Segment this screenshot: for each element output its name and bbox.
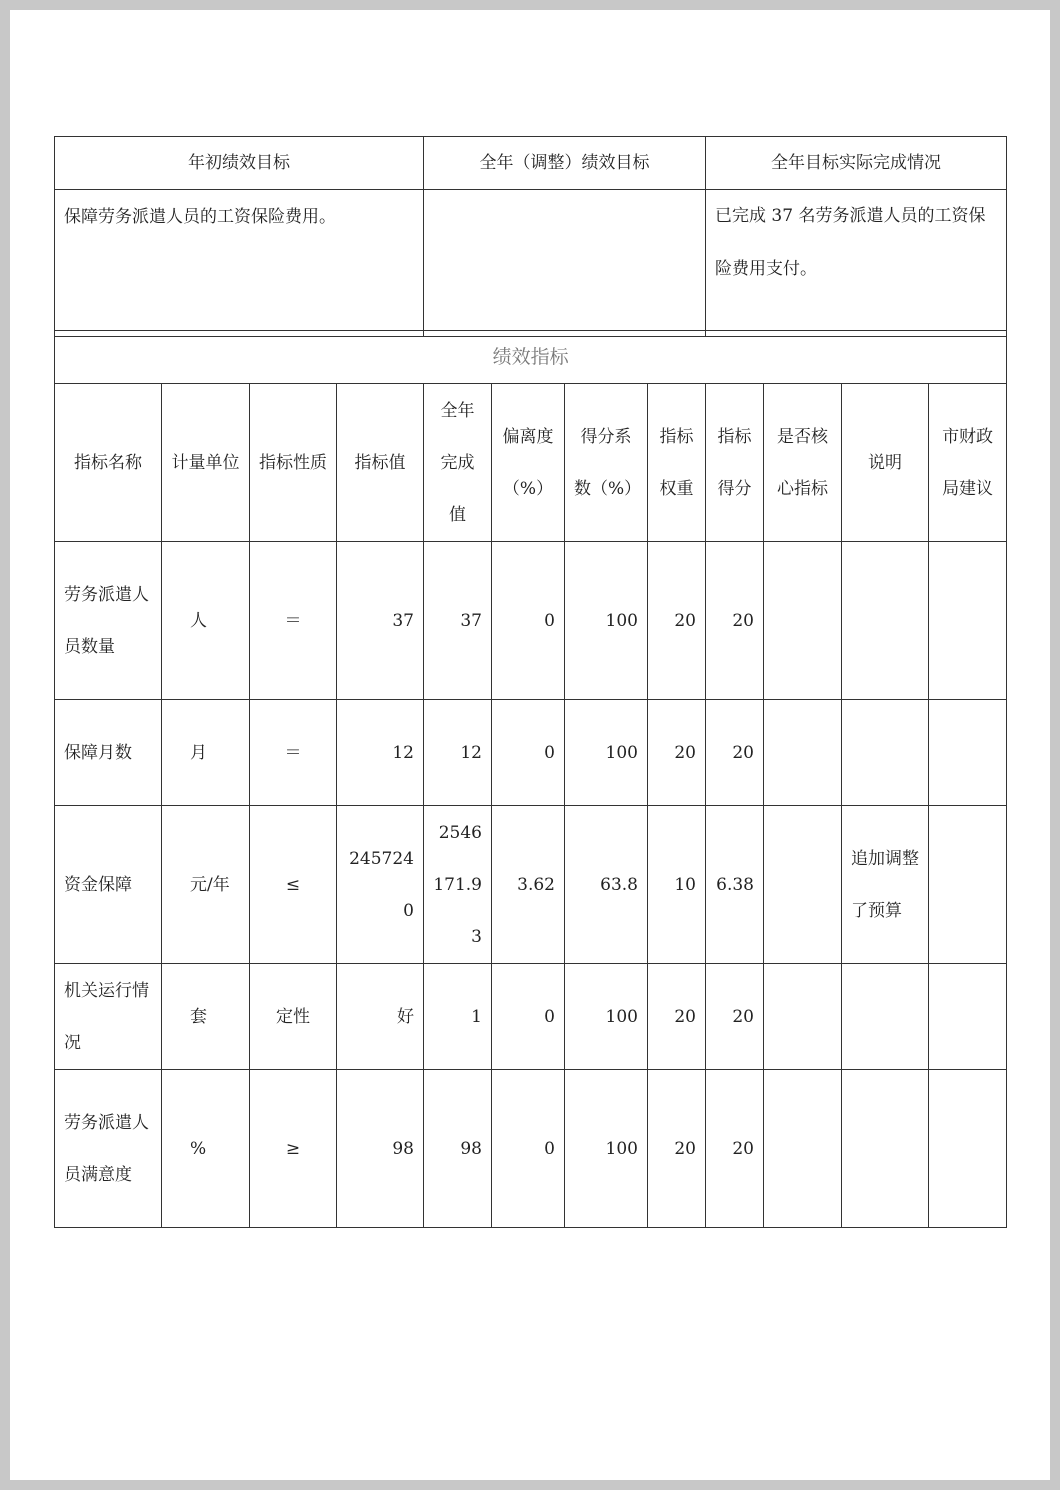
col-indicator-name: 指标名称 — [55, 384, 162, 542]
indicator-nature: ≥ — [250, 1070, 337, 1228]
indicator-weight: 10 — [648, 806, 706, 964]
indicator-core — [764, 1070, 842, 1228]
indicator-unit: 人 — [162, 542, 250, 700]
goals-table — [54, 136, 1007, 337]
indicator-score: 20 — [706, 964, 764, 1070]
section-title: 绩效指标 — [55, 331, 1007, 384]
indicator-unit: 套 — [162, 964, 250, 1070]
header-initial-goal: 年初绩效目标 — [55, 137, 424, 190]
performance-indicators-table — [54, 330, 1007, 1228]
goals-header-row — [55, 137, 1007, 190]
indicator-actual: 98 — [424, 1070, 492, 1228]
document-page — [10, 10, 1050, 1480]
indicator-score: 20 — [706, 700, 764, 806]
indicator-unit: 元/年 — [162, 806, 250, 964]
indicator-score: 6.38 — [706, 806, 764, 964]
indicator-note — [842, 700, 929, 806]
table-row — [55, 806, 1007, 964]
indicator-weight: 20 — [648, 542, 706, 700]
col-score-coef: 得分系数（%） — [565, 384, 648, 542]
indicator-target: 37 — [337, 542, 424, 700]
indicator-name: 机关运行情况 — [55, 964, 162, 1070]
indicator-nature: ＝ — [250, 542, 337, 700]
indicator-core — [764, 700, 842, 806]
indicator-coef: 63.8 — [565, 806, 648, 964]
col-note: 说明 — [842, 384, 929, 542]
adjusted-goal-text — [424, 190, 706, 337]
indicator-note — [842, 964, 929, 1070]
goals-content-row — [55, 190, 1007, 337]
indicator-actual: 1 — [424, 964, 492, 1070]
indicator-deviation: 0 — [492, 964, 565, 1070]
indicator-deviation: 0 — [492, 700, 565, 806]
indicator-deviation: 3.62 — [492, 806, 565, 964]
table-row — [55, 542, 1007, 700]
indicator-weight: 20 — [648, 1070, 706, 1228]
indicator-unit: 月 — [162, 700, 250, 806]
indicator-core — [764, 806, 842, 964]
indicator-nature: ≤ — [250, 806, 337, 964]
column-header-row — [55, 384, 1007, 542]
indicator-coef: 100 — [565, 700, 648, 806]
indicator-core — [764, 542, 842, 700]
indicator-weight: 20 — [648, 964, 706, 1070]
indicator-nature: ＝ — [250, 700, 337, 806]
indicator-nature: 定性 — [250, 964, 337, 1070]
col-score: 指标得分 — [706, 384, 764, 542]
indicator-advice — [929, 1070, 1007, 1228]
indicator-actual: 37 — [424, 542, 492, 700]
initial-goal-text: 保障劳务派遣人员的工资保险费用。 — [55, 190, 424, 337]
col-weight: 指标权重 — [648, 384, 706, 542]
col-finance-advice: 市财政局建议 — [929, 384, 1007, 542]
indicator-name: 劳务派遣人员数量 — [55, 542, 162, 700]
indicator-name: 资金保障 — [55, 806, 162, 964]
col-unit: 计量单位 — [162, 384, 250, 542]
indicator-actual: 12 — [424, 700, 492, 806]
indicator-weight: 20 — [648, 700, 706, 806]
indicator-note: 追加调整了预算 — [842, 806, 929, 964]
indicator-name: 劳务派遣人员满意度 — [55, 1070, 162, 1228]
indicator-actual: 2546171.93 — [424, 806, 492, 964]
indicator-coef: 100 — [565, 964, 648, 1070]
table-row — [55, 1070, 1007, 1228]
indicator-note — [842, 542, 929, 700]
header-actual-completion: 全年目标实际完成情况 — [706, 137, 1007, 190]
indicator-advice — [929, 542, 1007, 700]
header-adjusted-goal: 全年（调整）绩效目标 — [424, 137, 706, 190]
indicator-unit: % — [162, 1070, 250, 1228]
indicator-target: 98 — [337, 1070, 424, 1228]
indicator-advice — [929, 964, 1007, 1070]
indicator-target: 2457240 — [337, 806, 424, 964]
col-target-value: 指标值 — [337, 384, 424, 542]
indicator-note — [842, 1070, 929, 1228]
indicator-core — [764, 964, 842, 1070]
indicator-deviation: 0 — [492, 542, 565, 700]
indicator-name: 保障月数 — [55, 700, 162, 806]
indicator-target: 12 — [337, 700, 424, 806]
col-core-indicator: 是否核心指标 — [764, 384, 842, 542]
indicator-advice — [929, 806, 1007, 964]
col-annual-actual: 全年完成值 — [424, 384, 492, 542]
table-row — [55, 964, 1007, 1070]
col-nature: 指标性质 — [250, 384, 337, 542]
indicator-coef: 100 — [565, 1070, 648, 1228]
table-row — [55, 700, 1007, 806]
actual-completion-text: 已完成 37 名劳务派遣人员的工资保险费用支付。 — [706, 190, 1007, 337]
indicator-score: 20 — [706, 1070, 764, 1228]
indicator-target: 好 — [337, 964, 424, 1070]
indicator-score: 20 — [706, 542, 764, 700]
indicator-deviation: 0 — [492, 1070, 565, 1228]
indicator-advice — [929, 700, 1007, 806]
col-deviation: 偏离度（%） — [492, 384, 565, 542]
indicator-coef: 100 — [565, 542, 648, 700]
